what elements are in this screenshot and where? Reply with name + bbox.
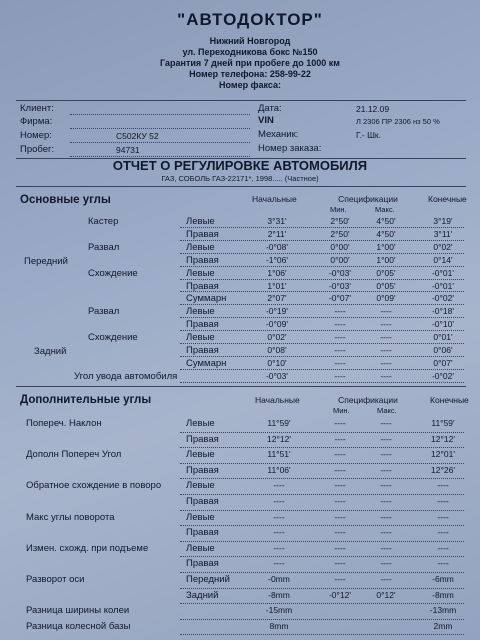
main-row-max: 4°50' (376, 216, 396, 226)
main-row-side: Правая (186, 319, 219, 331)
extra-row-final: ---- (437, 527, 449, 538)
main-row-final: -0°02' (431, 293, 455, 304)
main-row-final: 3°19' (433, 216, 453, 226)
main-row-min: -0°03' (328, 280, 352, 291)
firm-label: Фирма: (20, 116, 53, 127)
extra-row-side: Правая (186, 527, 219, 539)
extra-row-side: Левые (186, 418, 215, 429)
main-row-final: -0°01' (431, 267, 455, 278)
extra-row-initial: -0mm (268, 574, 290, 584)
main-row-max: 4°50' (376, 228, 396, 239)
company-phone: Номер телефона: 258-99-22 (189, 69, 311, 79)
extra-row-initial: 11°59' (267, 418, 291, 428)
main-col-initial: Начальные (252, 194, 297, 204)
main-row-initial: 0°10' (267, 357, 287, 368)
extra-row-group: Обратное схождение в поворо (26, 480, 162, 492)
extra-row-max: ---- (380, 433, 392, 444)
extra-row-group: Разница ширины колеи (26, 605, 130, 617)
main-row-min: ---- (334, 357, 346, 368)
extra-row-initial: ---- (273, 480, 285, 491)
main-row-side: Правая (186, 345, 219, 356)
main-row-final: 0°14' (433, 254, 453, 265)
main-row-initial: -0°03' (265, 370, 289, 381)
main-row-initial: 2°11' (267, 228, 287, 239)
extra-col-initial: Начальные (255, 395, 300, 405)
extra-row-final: 12°01' (431, 449, 455, 460)
extra-row-final: 12°26' (431, 464, 455, 475)
report-title: ОТЧЕТ О РЕГУЛИРОВКЕ АВТОМОБИЛЯ (112, 158, 368, 173)
main-row-side: Левые (186, 267, 215, 279)
extra-row-side: Правая (186, 464, 219, 476)
extra-row-min: ---- (334, 433, 346, 444)
extra-section-title: Дополнительные углы (20, 394, 152, 406)
extra-row-min: ---- (334, 496, 346, 506)
mileage-label: Пробег: (20, 144, 55, 155)
extra-col-final: Конечные (430, 395, 469, 405)
main-row-group: Развал (88, 241, 120, 253)
extra-row-initial: ---- (273, 496, 285, 506)
company-warranty: Гарантия 7 дней при пробеге до 1000 км (160, 58, 340, 68)
extra-row-initial: 12°12' (267, 433, 291, 444)
main-row-final: -0°10' (431, 319, 455, 330)
extra-row-max: ---- (380, 574, 392, 584)
extra-row-side: Правая (186, 433, 219, 445)
extra-row-min: ---- (334, 527, 346, 538)
extra-row-final: ---- (437, 511, 449, 522)
extra-row-group: Разворот оси (26, 574, 85, 585)
main-row-final: -0°02' (431, 370, 455, 381)
extra-row-min: ---- (334, 542, 346, 553)
main-row-min: -0°07' (328, 293, 352, 304)
main-row-side: Левые (186, 216, 215, 227)
extra-row-initial: ---- (273, 511, 285, 522)
rear-label: Задний (34, 346, 67, 357)
extra-row-side: Левые (186, 511, 215, 523)
main-row-group: Развал (88, 306, 120, 318)
extra-row-min: ---- (334, 449, 346, 460)
main-row-side: Левые (186, 306, 215, 318)
main-row-initial: 0°08' (267, 345, 287, 355)
extra-row-group: Попереч. Наклон (26, 418, 102, 429)
date-label: Дата: (258, 103, 282, 114)
vin-value: Л 2306 ПР 2306 нз 50 % (356, 117, 440, 126)
main-row-min: ---- (334, 370, 346, 381)
main-row-min: ---- (334, 345, 346, 355)
company-address: ул. Переходникова бокс №150 (182, 47, 318, 57)
main-row-max: 0°09' (376, 293, 396, 304)
main-col-max: Макс. (375, 205, 395, 214)
mechanic-value: Г.- Шк. (356, 130, 381, 140)
extra-row-max: ---- (380, 527, 392, 538)
main-row-side: Левые (186, 241, 215, 253)
mileage-value: 94731 (116, 145, 140, 155)
main-row-max: ---- (380, 332, 392, 343)
main-row-side: Правая (186, 228, 219, 240)
main-row-initial: 0°02' (267, 332, 287, 343)
main-row-side: Правая (186, 280, 219, 292)
company-city: Нижний Новгород (209, 36, 291, 46)
vin-label: VIN (258, 115, 274, 126)
extra-row-initial: ---- (273, 542, 285, 553)
extra-row-initial: -15mm (265, 605, 293, 616)
extra-row-min: ---- (334, 480, 346, 491)
main-row-max: 0°05' (376, 280, 396, 291)
main-row-final: 0°07' (433, 357, 453, 368)
extra-row-side: Задний (186, 589, 219, 601)
extra-row-initial: 11°06' (267, 464, 291, 475)
extra-col-max: Макс. (377, 406, 397, 415)
main-row-final: -0°01' (431, 280, 455, 291)
main-row-side: Правая (186, 254, 219, 266)
main-row-min: ---- (334, 306, 346, 317)
main-row-group: Схождение (88, 332, 138, 344)
main-row-max: 0°05' (376, 267, 396, 278)
main-row-min: -0°03' (328, 267, 352, 278)
main-row-final: 3°11' (433, 228, 453, 239)
extra-row-initial: -8mm (268, 589, 290, 600)
extra-row-final: ---- (437, 480, 449, 491)
main-row-initial: 1°06' (267, 267, 287, 278)
main-row-side: Суммарн (186, 293, 227, 305)
extra-row-group: Дополн Попереч Угол (26, 449, 122, 461)
main-row-initial: -0°09' (265, 319, 289, 330)
extra-row-max: ---- (380, 418, 392, 428)
main-row-max: ---- (380, 345, 392, 355)
extra-row-final: 2mm (433, 620, 453, 631)
extra-row-min: ---- (334, 574, 346, 584)
main-row-max: ---- (380, 306, 392, 317)
main-row-side: Левые (186, 332, 215, 344)
client-label: Клиент: (20, 103, 54, 114)
extra-row-final: 12°12' (431, 433, 455, 444)
extra-row-max: ---- (380, 480, 392, 491)
extra-row-final: ---- (437, 542, 449, 553)
main-col-min: Мин. (330, 205, 347, 214)
extra-row-max: ---- (380, 464, 392, 475)
mechanic-label: Механик: (258, 129, 299, 140)
main-row-group: Кастер (88, 216, 119, 227)
main-row-max: ---- (380, 370, 392, 381)
order-label: Номер заказа: (258, 143, 322, 154)
main-row-initial: -0°08' (265, 241, 289, 252)
main-row-initial: 1°01' (267, 280, 287, 291)
extra-col-spec: Спецификации (338, 395, 398, 405)
extra-row-group: Разница колесной базы (26, 620, 131, 632)
extra-row-final: -8mm (432, 589, 454, 600)
main-row-final: -0°18' (431, 306, 455, 317)
extra-row-final: ---- (437, 496, 449, 506)
main-row-min: ---- (334, 319, 346, 330)
extra-row-max: ---- (380, 542, 392, 553)
extra-row-final: -13mm (429, 605, 457, 616)
main-col-spec: Спецификации (338, 194, 398, 204)
extra-row-final: ---- (437, 558, 449, 569)
main-row-final: 0°01' (433, 332, 453, 343)
vehicle-info: ГАЗ, СОБОЛЬ ГАЗ-22171*, 1998..... (Частное) (161, 174, 319, 183)
date-value: 21.12.09 (356, 104, 390, 114)
extra-row-final: 11°59' (431, 418, 455, 428)
main-row-min: 0°00' (330, 254, 350, 265)
extra-row-min: ---- (334, 511, 346, 522)
main-row-final: 0°06' (433, 345, 453, 355)
extra-row-final: -6mm (432, 574, 454, 584)
extra-row-side: Левые (186, 480, 215, 492)
main-row-final: 0°02' (433, 241, 453, 252)
number-label: Номер: (20, 130, 52, 141)
extra-row-min: ---- (334, 464, 346, 475)
extra-row-initial: 11°51' (267, 449, 291, 460)
company-fax: Номер факса: (219, 80, 281, 90)
extra-row-min: -0°12' (328, 589, 352, 600)
extra-row-initial: ---- (273, 527, 285, 538)
extra-row-side: Правая (186, 558, 219, 570)
main-row-min: ---- (334, 332, 346, 343)
extra-row-max: ---- (380, 511, 392, 522)
main-row-initial: -1°06' (265, 254, 289, 265)
extra-row-group: Измен. схожд. при подъеме (26, 542, 149, 554)
extra-row-initial: 8mm (269, 620, 289, 631)
main-row-max: ---- (380, 319, 392, 330)
extra-row-side: Левые (186, 449, 215, 461)
extra-col-min: Мин. (333, 406, 350, 415)
main-row-min: 0°00' (330, 241, 350, 252)
number-value: С502КУ 52 (116, 131, 159, 141)
main-row-min: 2°50' (330, 216, 350, 226)
extra-row-max: ---- (380, 558, 392, 569)
main-row-max: ---- (380, 357, 392, 368)
extra-row-max: ---- (380, 449, 392, 460)
front-label: Передний (24, 256, 68, 267)
extra-row-side: Правая (186, 496, 219, 507)
main-col-final: Конечные (428, 194, 467, 204)
extra-row-min: ---- (334, 418, 346, 428)
main-row-initial: 3°31' (267, 216, 287, 226)
main-row-max: 1°00' (376, 254, 396, 265)
extra-row-side: Левые (186, 542, 215, 554)
main-row-initial: -0°19' (265, 306, 289, 317)
main-row-initial: 2°07' (267, 293, 287, 304)
extra-row-initial: ---- (273, 558, 285, 569)
extra-row-max: ---- (380, 496, 392, 506)
main-row-group: Схождение (88, 267, 138, 279)
main-row-side: Суммарн (186, 357, 227, 369)
company-title: "АВТОДОКТОР" (177, 10, 323, 29)
main-row-max: 1°00' (376, 241, 396, 252)
extra-row-max: 0°12' (376, 589, 396, 600)
main-row-min: 2°50' (330, 228, 350, 239)
extra-row-min: ---- (334, 558, 346, 569)
extra-row-side: Передний (186, 574, 230, 585)
main-row-group: Угол увода автомобиля (74, 370, 178, 382)
extra-row-group: Макс углы поворота (26, 511, 115, 523)
main-section-title: Основные углы (20, 194, 111, 206)
